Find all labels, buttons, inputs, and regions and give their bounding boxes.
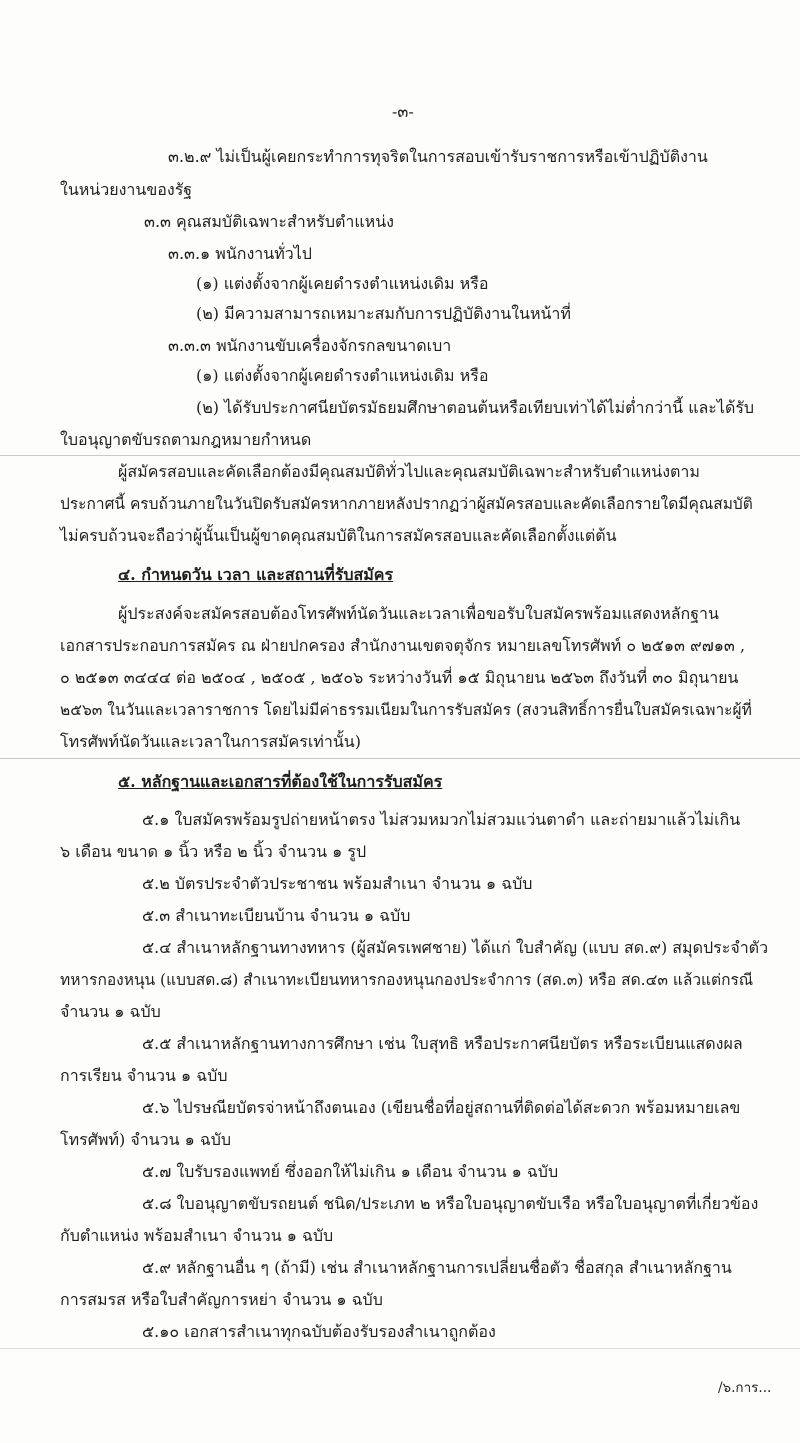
- item-5-8-line2: กับตำแหน่ง พร้อมสำเนา จำนวน ๑ ฉบับ: [60, 1226, 334, 1245]
- continuation-note: /๖.การ...: [718, 1380, 772, 1396]
- item-3-2-9-line1: ๓.๒.๙ ไม่เป็นผู้เคยกระทำการทุจริตในการสอบเข้ารับราชการหรือเข้าปฏิบัติงาน: [168, 147, 708, 166]
- scan-line: [0, 1348, 800, 1349]
- item-5-5-line1: ๕.๕ สำเนาหลักฐานทางการศึกษา เช่น ใบสุทธิ หรือประกาศนียบัตร หรือระเบียนแสดงผล: [142, 1034, 743, 1053]
- item-5-5-line2: การเรียน จำนวน ๑ ฉบับ: [60, 1066, 228, 1085]
- heading-3-3: ๓.๓ คุณสมบัติเฉพาะสำหรับตำแหน่ง: [144, 212, 394, 231]
- item-5-10: ๕.๑๐ เอกสารสำเนาทุกฉบับต้องรับรองสำเนาถูกต้อง: [142, 1322, 496, 1341]
- item-3-3-1-title: ๓.๓.๑ พนักงานทั่วไป: [168, 244, 312, 263]
- item-5-6-line1: ๕.๖ ไปรษณียบัตรจ่าหน้าถึงตนเอง (เขียนชื่อที่อยู่สถานที่ติดต่อได้สะดวก พร้อมหมายเลข: [142, 1098, 741, 1117]
- item-5-3: ๕.๓ สำเนาทะเบียนบ้าน จำนวน ๑ ฉบับ: [142, 906, 411, 925]
- item-5-9-line2: การสมรส หรือใบสำคัญการหย่า จำนวน ๑ ฉบับ: [60, 1290, 383, 1309]
- item-3-3-3-sub1: (๑) แต่งตั้งจากผู้เคยดำรงตำแหน่งเดิม หรือ: [196, 366, 489, 385]
- item-3-3-1-sub1: (๑) แต่งตั้งจากผู้เคยดำรงตำแหน่งเดิม หรือ: [196, 274, 489, 293]
- section-4-line1: ผู้ประสงค์จะสมัครสอบต้องโทรศัพท์นัดวันและเวลาเพื่อขอรับใบสมัครพร้อมแสดงหลักฐาน: [118, 604, 719, 623]
- section-4-line4: ๒๕๖๓ ในวันและเวลาราชการ โดยไม่มีค่าธรรมเนียมในการรับสมัคร (สงวนสิทธิ์การยื่นใบสมัครเฉพาะผู้ที่: [60, 701, 752, 719]
- item-5-1-line1: ๕.๑ ใบสมัครพร้อมรูปถ่ายหน้าตรง ไม่สวมหมวกไม่สวมแว่นตาดำ และถ่ายมาแล้วไม่เกิน: [142, 810, 741, 829]
- item-3-2-9-line2: ในหน่วยงานของรัฐ: [60, 180, 193, 199]
- qualification-paragraph-line3: ไม่ครบถ้วนจะถือว่าผู้นั้นเป็นผู้ขาดคุณสมบัติในการสมัครสอบและคัดเลือกตั้งแต่ต้น: [60, 526, 617, 545]
- item-5-1-line2: ๖ เดือน ขนาด ๑ นิ้ว หรือ ๒ นิ้ว จำนวน ๑ รูป: [60, 842, 367, 861]
- qualification-paragraph-line1: ผู้สมัครสอบและคัดเลือกต้องมีคุณสมบัติทั่วไปและคุณสมบัติเฉพาะสำหรับตำแหน่งตาม: [118, 462, 700, 481]
- item-3-3-3-sub2-line2: ใบอนุญาตขับรถตามกฎหมายกำหนด: [60, 430, 312, 449]
- item-5-4-line2: ทหารกองหนุน (แบบสด.๘) สำเนาทะเบียนทหารกองหนุนกองประจำการ (สด.๓) หรือ สด.๔๓ แล้วแต่กรณี: [60, 971, 754, 989]
- item-5-7: ๕.๗ ใบรับรองแพทย์ ซึ่งออกให้ไม่เกิน ๑ เดือน จำนวน ๑ ฉบับ: [142, 1162, 559, 1181]
- item-5-6-line2: โทรศัพท์) จำนวน ๑ ฉบับ: [60, 1130, 232, 1149]
- item-3-3-3-title: ๓.๓.๓ พนักงานขับเครื่องจักรกลขนาดเบา: [168, 336, 452, 355]
- page-number: -๓-: [392, 102, 414, 121]
- item-3-3-1-sub2: (๒) มีความสามารถเหมาะสมกับการปฏิบัติงานในหน้าที่: [196, 304, 571, 323]
- qualification-paragraph-line2: ประกาศนี้ ครบถ้วนภายในวันปิดรับสมัครหากภายหลังปรากฏว่าผู้สมัครสอบและคัดเลือกรายใดมีคุณสมบัติ: [60, 495, 753, 513]
- scan-line: [0, 455, 800, 456]
- item-5-9-line1: ๕.๙ หลักฐานอื่น ๆ (ถ้ามี) เช่น สำเนาหลักฐานการเปลี่ยนชื่อตัว ชื่อสกุล สำเนาหลักฐาน: [142, 1258, 732, 1277]
- section-4-line2: เอกสารประกอบการสมัคร ณ ฝ่ายปกครอง สำนักงานเขตจตุจักร หมายเลขโทรศัพท์ ๐ ๒๕๑๓ ๙๗๑๓ ,: [60, 636, 746, 655]
- item-3-3-3-sub2-line1: (๒) ได้รับประกาศนียบัตรมัธยมศึกษาตอนต้นหรือเทียบเท่าได้ไม่ต่ำกว่านี้ และได้รับ: [196, 398, 755, 417]
- section-4-line5: โทรศัพท์นัดวันและเวลาในการสมัครเท่านั้น): [60, 732, 361, 751]
- item-5-2: ๕.๒ บัตรประจำตัวประชาชน พร้อมสำเนา จำนวน ๑ ฉบับ: [142, 874, 533, 893]
- section-5-heading: ๕. หลักฐานและเอกสารที่ต้องใช้ในการรับสมัคร: [118, 772, 443, 791]
- item-5-4-line3: จำนวน ๑ ฉบับ: [60, 1002, 161, 1021]
- item-5-4-line1: ๕.๔ สำเนาหลักฐานทางทหาร (ผู้สมัครเพศชาย) ได้แก่ ใบสำคัญ (แบบ สด.๙) สมุดประจำตัว: [142, 938, 769, 957]
- section-4-line3: ๐ ๒๕๑๓ ๓๔๔๔ ต่อ ๒๕๐๔ , ๒๕๐๕ , ๒๕๐๖ ระหว่างวันที่ ๑๕ มิถุนายน ๒๕๖๓ ถึงวันที่ ๓๐ มิถุนายน: [60, 668, 739, 687]
- section-4-heading: ๔. กำหนดวัน เวลา และสถานที่รับสมัคร: [118, 565, 394, 584]
- item-5-8-line1: ๕.๘ ใบอนุญาตขับรถยนต์ ชนิด/ประเภท ๒ หรือใบอนุญาตขับเรือ หรือใบอนุญาตที่เกี่ยวข้อง: [142, 1194, 759, 1213]
- scan-line: [0, 758, 800, 759]
